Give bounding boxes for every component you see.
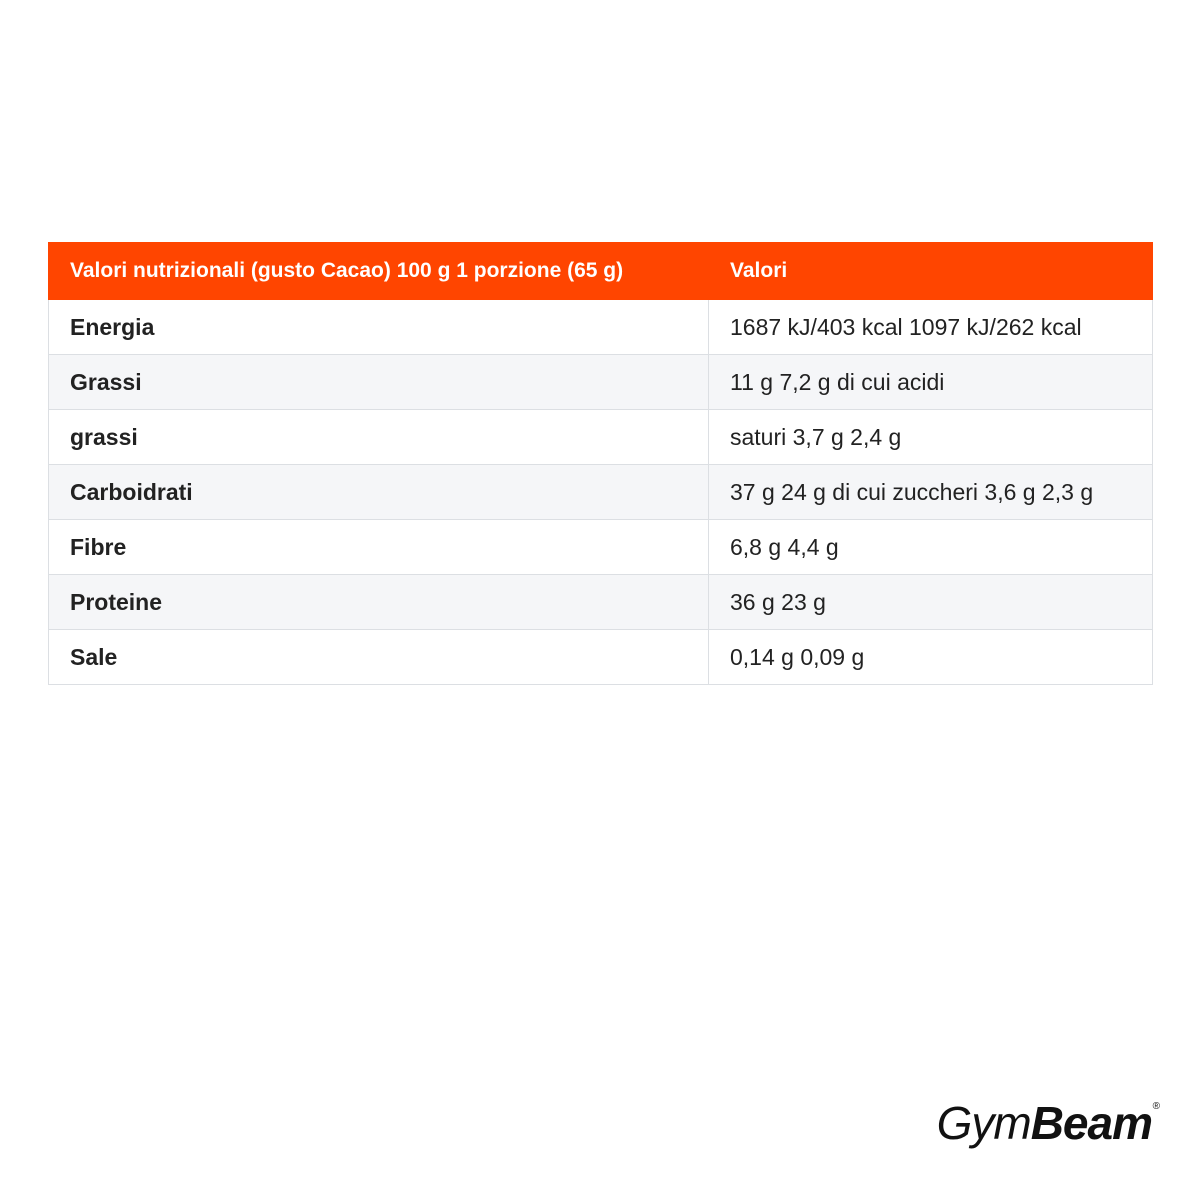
- nutrient-label: Carboidrati: [49, 465, 709, 520]
- gymbeam-logo: [936, 1097, 1160, 1149]
- table-header-row: [49, 243, 1153, 300]
- table-row: [49, 520, 1153, 575]
- nutrient-value: 1687 kJ/403 kcal 1097 kJ/262 kcal: [709, 300, 1153, 355]
- table-row: [49, 575, 1153, 630]
- nutrient-label: Grassi: [49, 355, 709, 410]
- logo-text-gym: Gym: [936, 1097, 1031, 1149]
- nutrient-label: Proteine: [49, 575, 709, 630]
- table-row: [49, 465, 1153, 520]
- nutrient-label: grassi: [49, 410, 709, 465]
- nutrient-value: 37 g 24 g di cui zuccheri 3,6 g 2,3 g: [709, 465, 1153, 520]
- table-row: [49, 300, 1153, 355]
- table-row: [49, 630, 1153, 685]
- table-row: [49, 410, 1153, 465]
- nutrient-label: Sale: [49, 630, 709, 685]
- header-nutrition-column: Valori nutrizionali (gusto Cacao) 100 g 1 porzione (65 g): [49, 243, 709, 300]
- nutrient-value: 11 g 7,2 g di cui acidi: [709, 355, 1153, 410]
- nutrient-value: 6,8 g 4,4 g: [709, 520, 1153, 575]
- logo-text-beam: Beam: [1030, 1097, 1152, 1149]
- nutrition-table: [48, 242, 1153, 685]
- nutrient-value: saturi 3,7 g 2,4 g: [709, 410, 1153, 465]
- table-row: [49, 355, 1153, 410]
- nutrient-value: 36 g 23 g: [709, 575, 1153, 630]
- nutrient-value: 0,14 g 0,09 g: [709, 630, 1153, 685]
- header-values-column: Valori: [709, 243, 1153, 300]
- registered-mark: ®: [1152, 1101, 1160, 1112]
- nutrient-label: Energia: [49, 300, 709, 355]
- nutrient-label: Fibre: [49, 520, 709, 575]
